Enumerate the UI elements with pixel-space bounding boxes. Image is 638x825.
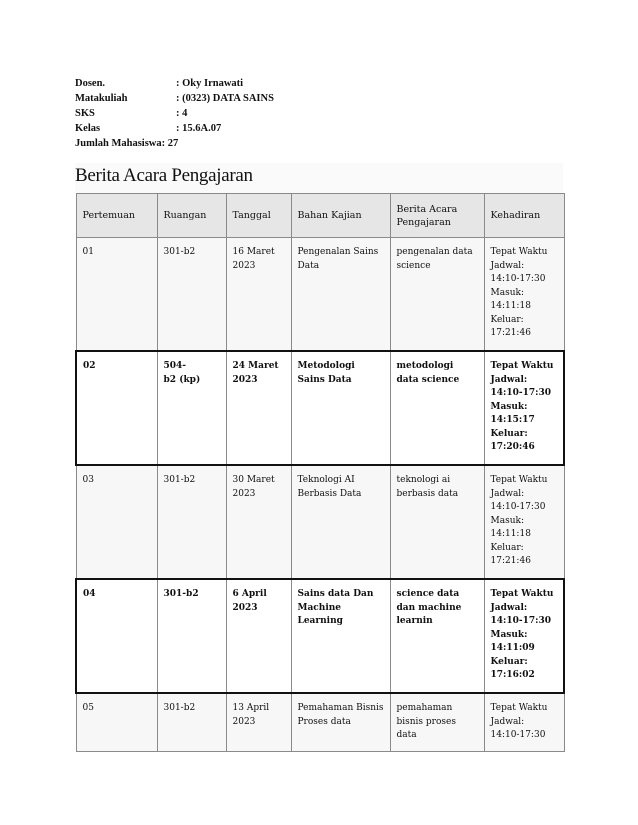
matakuliah-label: Matakuliah [75, 93, 128, 104]
cell-kehadiran: Tepat Waktu Jadwal: 14:10-17:30 Masuk: 14:11:18 Keluar: 17:21:46 [484, 465, 564, 579]
cell-berita-acara: science data dan machine learnin [390, 579, 484, 693]
cell-tanggal: 13 April 2023 [226, 693, 291, 752]
cell-tanggal: 6 April 2023 [226, 579, 291, 693]
table-row [76, 579, 564, 693]
cell-ruangan: 301-b2 [157, 465, 226, 579]
table-row [76, 351, 564, 465]
cell-ruangan: 504- b2 (kp) [157, 351, 226, 465]
cell-bahan-kajian: Pengenalan Sains Data [291, 238, 390, 352]
cell-bahan-kajian: Teknologi AI Berbasis Data [291, 465, 390, 579]
header-ruangan: Ruangan [157, 194, 226, 238]
dosen-value: : Oky Irnawati [176, 78, 244, 89]
cell-kehadiran: Tepat Waktu Jadwal: 14:10-17:30 [484, 693, 564, 752]
cell-bahan-kajian: Metodologi Sains Data [291, 351, 390, 465]
page-title: Berita Acara Pengajaran [75, 163, 563, 193]
cell-pertemuan: 02 [76, 351, 157, 465]
table-row [76, 465, 564, 579]
jumlah-label: Jumlah Mahasiswa [75, 138, 162, 149]
cell-pertemuan: 05 [76, 693, 157, 752]
cell-kehadiran: Tepat Waktu Jadwal: 14:10-17:30 Masuk: 14:11:09 Keluar: 17:16:02 [484, 579, 564, 693]
cell-ruangan: 301-b2 [157, 238, 226, 352]
dosen-label: Dosen. [75, 78, 106, 89]
sks-value: : 4 [176, 108, 188, 119]
header-berita-acara: Berita Acara Pengajaran [390, 194, 484, 238]
kelas-label: Kelas [75, 123, 101, 134]
cell-tanggal: 30 Maret 2023 [226, 465, 291, 579]
cell-ruangan: 301-b2 [157, 579, 226, 693]
cell-berita-acara: metodologi data science [390, 351, 484, 465]
cell-kehadiran: Tepat Waktu Jadwal: 14:10-17:30 Masuk: 14:15:17 Keluar: 17:20:46 [484, 351, 564, 465]
header-pertemuan: Pertemuan [76, 194, 157, 238]
cell-pertemuan: 03 [76, 465, 157, 579]
info-row-matakuliah [75, 91, 274, 106]
kelas-value: : 15.6A.07 [176, 123, 222, 134]
cell-pertemuan: 04 [76, 579, 157, 693]
table-header-row [76, 194, 564, 238]
header-bahan-kajian: Bahan Kajian [291, 194, 390, 238]
info-row-kelas [75, 121, 274, 136]
info-row-dosen [75, 76, 274, 91]
jumlah-value: : 27 [161, 138, 179, 149]
cell-berita-acara: teknologi ai berbasis data [390, 465, 484, 579]
header-tanggal: Tanggal [226, 194, 291, 238]
cell-bahan-kajian: Pemahaman Bisnis Proses data [291, 693, 390, 752]
cell-pertemuan: 01 [76, 238, 157, 352]
cell-kehadiran: Tepat Waktu Jadwal: 14:10-17:30 Masuk: 14:11:18 Keluar: 17:21:46 [484, 238, 564, 352]
matakuliah-value: : (0323) DATA SAINS [176, 93, 274, 104]
table-row [76, 693, 564, 752]
cell-tanggal: 24 Maret 2023 [226, 351, 291, 465]
cell-tanggal: 16 Maret 2023 [226, 238, 291, 352]
cell-berita-acara: pengenalan data science [390, 238, 484, 352]
cell-berita-acara: pemahaman bisnis proses data [390, 693, 484, 752]
course-info [75, 76, 274, 151]
cell-bahan-kajian: Sains data Dan Machine Learning [291, 579, 390, 693]
info-row-jumlah [75, 136, 274, 151]
sks-label: SKS [75, 108, 95, 119]
cell-ruangan: 301-b2 [157, 693, 226, 752]
info-row-sks [75, 106, 274, 121]
table-row [76, 238, 564, 352]
attendance-table [75, 193, 565, 752]
header-kehadiran: Kehadiran [484, 194, 564, 238]
